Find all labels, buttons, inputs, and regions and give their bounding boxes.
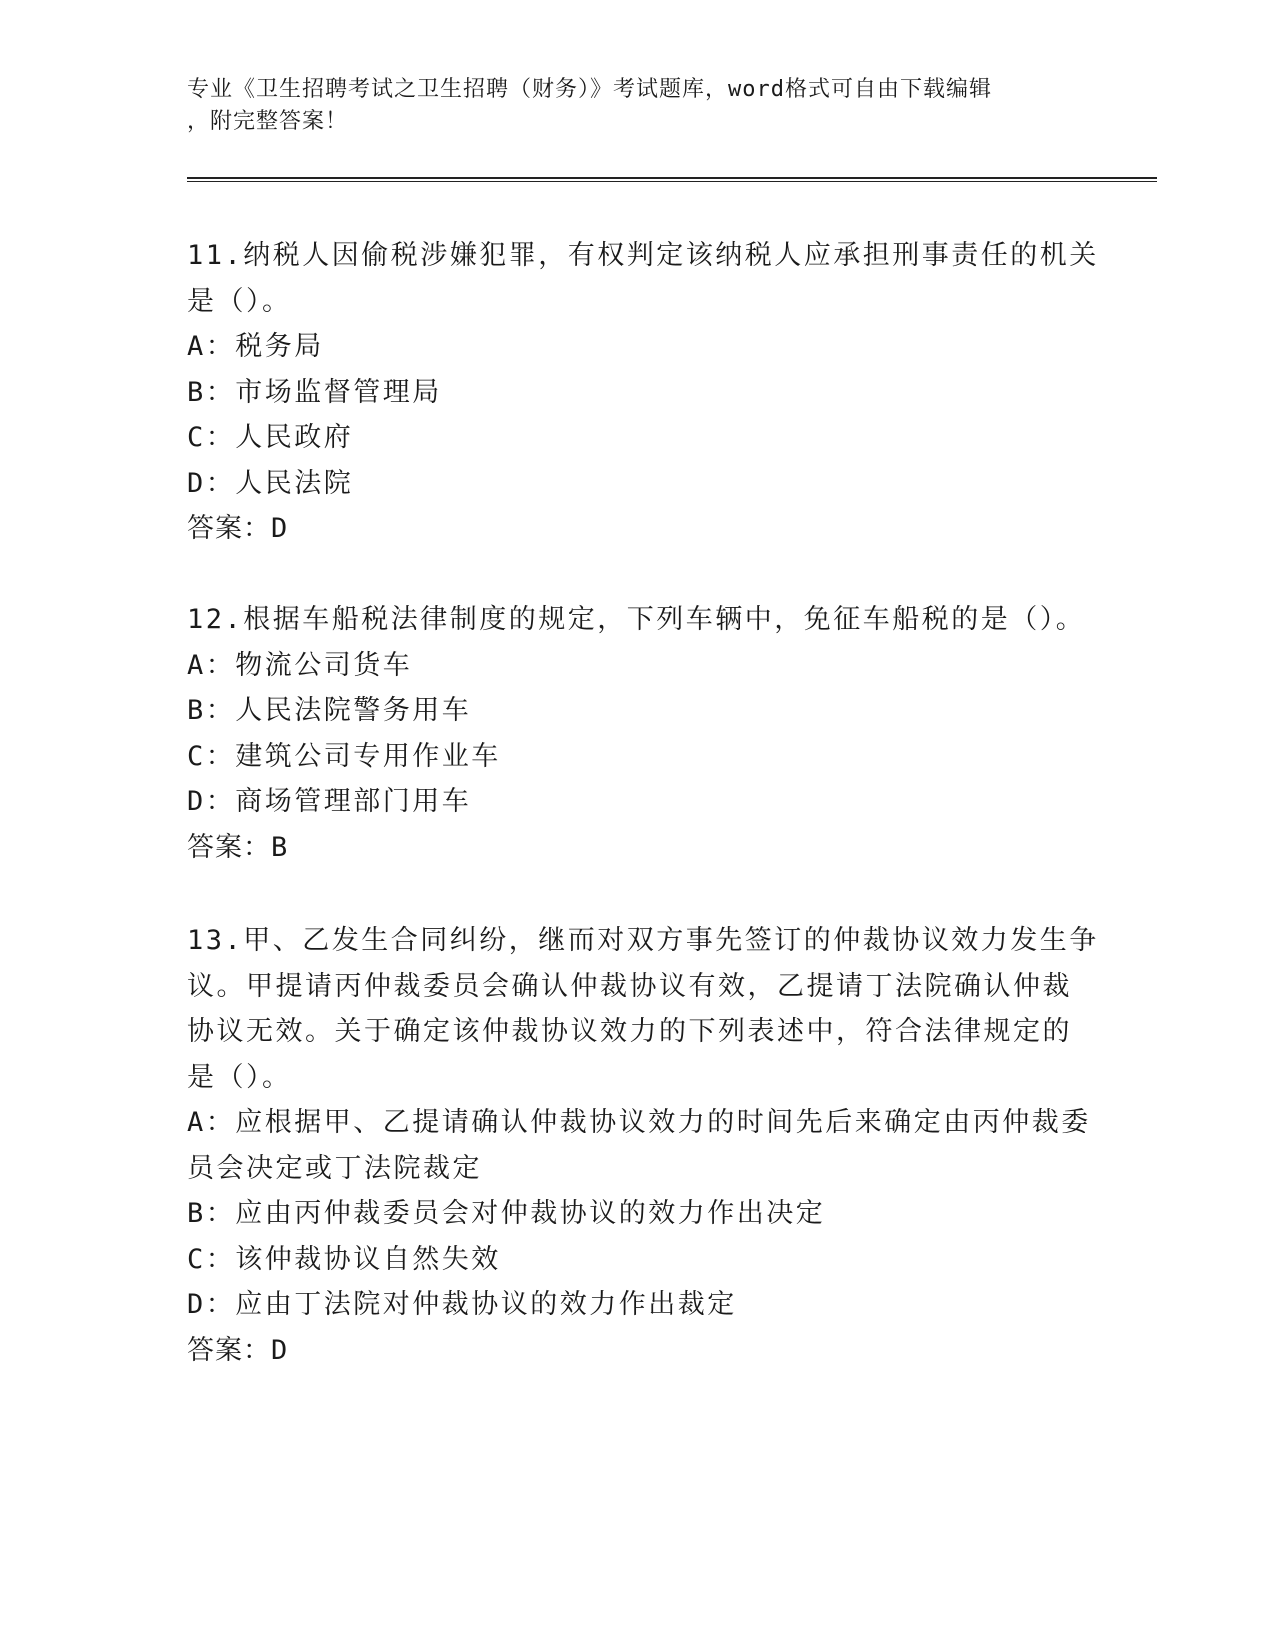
- question-stem-cont: 协议无效。关于确定该仲裁协议效力的下列表述中，符合法律规定的: [187, 1016, 1072, 1047]
- question-number: 11.: [187, 240, 244, 271]
- answer-value: B: [271, 831, 289, 863]
- answer-value: D: [271, 1334, 289, 1366]
- option-a: A：税务局: [187, 331, 324, 362]
- option-c: C：该仲裁协议自然失效: [187, 1243, 501, 1275]
- answer-value: D: [271, 513, 289, 544]
- option-a-cont: 员会决定或丁法院裁定: [187, 1152, 482, 1184]
- answer-label: 答案：: [187, 513, 271, 544]
- answer: [187, 506, 1087, 552]
- answer: [187, 825, 1087, 871]
- answer-label: 答案：: [187, 1334, 271, 1366]
- answer: [187, 1328, 1087, 1374]
- option-c: C：人民政府: [187, 422, 354, 453]
- option-d: D：应由丁法院对仲裁协议的效力作出裁定: [187, 1289, 737, 1320]
- option-d: D：商场管理部门用车: [187, 786, 472, 817]
- question-12: [187, 597, 1087, 870]
- question-number: 13.: [187, 925, 244, 956]
- header-line-2: ，附完整答案！: [187, 109, 349, 134]
- question-13: [187, 918, 1099, 1373]
- question-stem-cont: 是（）。: [187, 285, 292, 317]
- answer-label: 答案：: [187, 831, 271, 863]
- option-a: A：应根据甲、乙提请确认仲裁协议效力的时间先后来确定由丙仲裁委: [187, 1107, 1091, 1138]
- question-number: 12.: [187, 604, 244, 635]
- option-b: B：人民法院警务用车: [187, 695, 472, 726]
- document-header: [187, 74, 1067, 138]
- header-line-1: 专业《卫生招聘考试之卫生招聘（财务）》考试题库，word格式可自由下载编辑: [187, 77, 992, 102]
- header-divider: [187, 177, 1157, 182]
- question-stem: 13.甲、乙发生合同纠纷，继而对双方事先签订的仲裁协议效力发生争: [187, 925, 1099, 956]
- question-stem-cont: 是（）。: [187, 1061, 292, 1093]
- question-stem: 12.根据车船税法律制度的规定，下列车辆中，免征车船税的是（）。: [187, 604, 1086, 635]
- question-stem: 11.纳税人因偷税涉嫌犯罪，有权判定该纳税人应承担刑事责任的机关: [187, 240, 1099, 271]
- option-b: B：应由丙仲裁委员会对仲裁协议的效力作出决定: [187, 1198, 826, 1229]
- question-11: [187, 233, 1099, 552]
- option-d: D：人民法院: [187, 467, 354, 499]
- option-c: C：建筑公司专用作业车: [187, 740, 501, 772]
- option-a: A：物流公司货车: [187, 649, 413, 681]
- option-b: B：市场监督管理局: [187, 376, 442, 408]
- question-stem-cont: 议。甲提请丙仲裁委员会确认仲裁协议有效，乙提请丁法院确认仲裁: [187, 970, 1072, 1002]
